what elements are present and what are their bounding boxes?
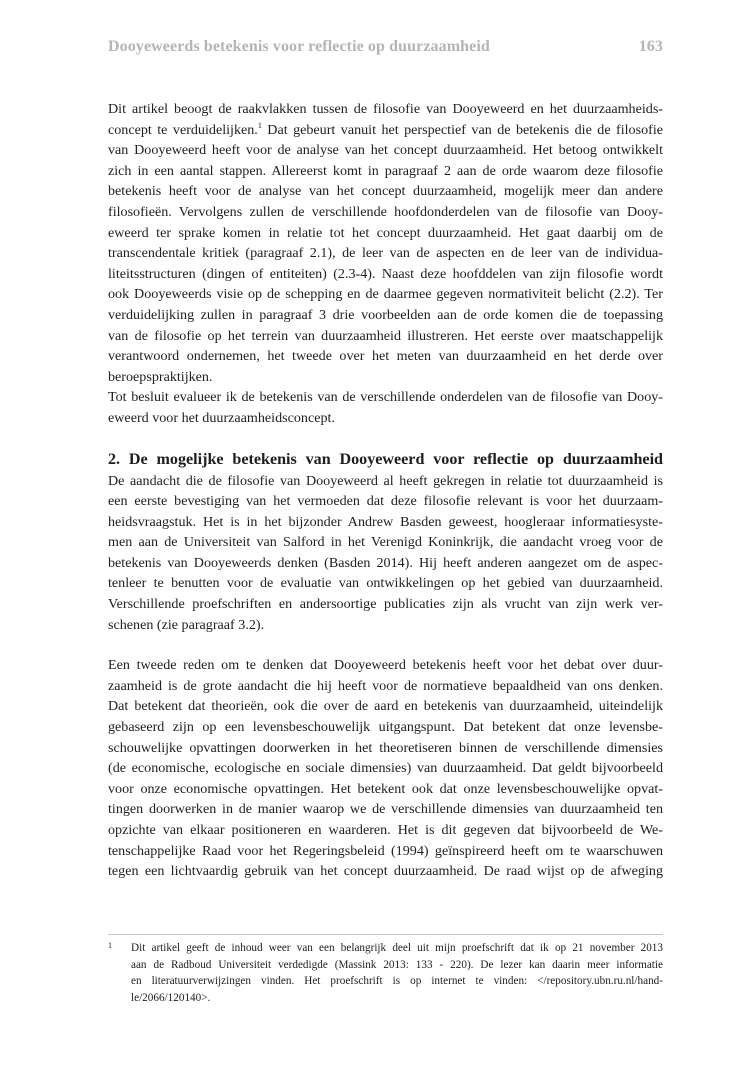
text-line: Dit artikel beoogt de raakvlakken tussen de filosofie van Dooyeweerd en het duurzaamheids-: [108, 101, 663, 117]
text-line: eweerd ter sprake komen in relatie tot het concept duurzaamheid. Het gaat daarbij om de: [108, 224, 663, 241]
text-line: liteitsstructuren (dingen of entiteiten) (2.3-4). Naast deze hoofddelen van zijn filosofie wordt: [108, 265, 663, 282]
text-line: heidsvraagstuk. Het is in het bijzonder Andrew Basden geweest, hoogleraar informatiesyste-: [108, 513, 663, 530]
running-head: [108, 38, 663, 62]
text-line: transcendentale kritiek (paragraaf 2.1), de leer van de aspecten en de leer van de individua-: [108, 245, 663, 262]
text-line: beroepspraktijken.: [108, 368, 213, 385]
text-line: zaamheid is de grote aandacht die hij heeft voor de normatieve bepaaldheid van ons denken.: [108, 677, 663, 694]
footnote-line: en literatuurverwijzingen vinden. Het proefschrift is op internet te vinden: </repository.ubn.ru.nl/hand-: [131, 975, 663, 988]
text-line: De aandacht die de filosofie van Dooyeweerd al heeft gekregen in relatie tot duurzaamheid is: [108, 472, 663, 489]
text-line: Tot besluit evalueer ik de betekenis van de verschillende onderdelen van de filosofie van Dooy-: [108, 389, 663, 406]
footnote: [108, 940, 663, 1006]
text-line: schouwelijke opvattingen doorwerken in het theoretiseren binnen de verschillende dimensies: [108, 739, 663, 756]
footnote-line: aan de Radboud Universiteit verdedigde (Massink 2013: 133 - 220). De lezer kan daarin meer informatie: [131, 958, 663, 971]
text-line: van de filosofie op het terrein van duurzaamheid illustreren. Het eerste over maatschappelijk: [108, 327, 663, 344]
text-line: Dat betekent dat theorieën, ook die over de aard en betekenis van duurzaamheid, uiteindelijk: [108, 698, 663, 715]
footnote-marker: 1: [108, 941, 112, 950]
spacer: [108, 429, 663, 448]
text-line: voor onze economische opvattingen. Het betekent ook dat onze levensbeschouwelijke opvat-: [108, 780, 663, 797]
text-line: schenen (zie paragraaf 3.2).: [108, 616, 265, 633]
footnote-divider: [108, 934, 663, 935]
text-line: verantwoord ondernemen, het tweede over het meten van duurzaamheid en het derde over: [108, 348, 663, 365]
footnote-line: le/2066/120140>.: [131, 991, 211, 1004]
section-heading: 2. De mogelijke betekenis van Dooyeweerd voor reflectie op duurzaamheid: [108, 450, 663, 468]
text-line: verduidelijking zullen in paragraaf 3 drie voorbeelden aan de orde komen die de toepassing: [108, 306, 663, 323]
running-title: Dooyeweerds betekenis voor reflectie op duurzaamheid: [108, 38, 490, 55]
text-line: tegen een lichtvaardig gebruik van het concept duurzaamheid. De raad wijst op de afweging: [108, 863, 663, 880]
text-line: filosofieën. Vervolgens zullen de verschillende hoofdonderdelen van de filosofie van Dooy-: [108, 203, 663, 220]
text-segment: Dat gebeurt vanuit het perspectief van de betekenis die de filosofie: [261, 121, 664, 138]
section-paragraph-1: [108, 471, 663, 636]
text-line: van Dooyeweerd heeft voor de analyse van het concept duurzaamheid. Het betoog ontwikkelt: [108, 142, 663, 159]
text-line: eweerd voor het duurzaamheidsconcept.: [108, 409, 335, 426]
text-line: betekenis van Dooyeweerds denken (Basden 2014). Hij heeft anderen aangezet om de aspec-: [108, 554, 663, 571]
main-body: [108, 99, 663, 882]
text-line: (de economische, ecologische en sociale dimensies) van duurzaamheid. Dat geldt bijvoorbeeld: [108, 760, 663, 777]
text-line: tingen doorwerken in de manier waarop we de verschillende dimensies van duurzaamheid ten: [108, 801, 663, 818]
text-line: betekenis heeft voor de analyse van het concept duurzaamheid, mogelijk meer dan andere: [108, 183, 663, 200]
text-line: gebaseerd zijn op een levensbeschouwelijk uitgangspunt. Dat betekent dat onze levensbe-: [108, 719, 663, 736]
footnote-reference[interactable]: 1: [257, 120, 262, 130]
footnote-text: [131, 940, 663, 1006]
text-line: Een tweede reden om te denken dat Dooyeweerd betekenis heeft voor het debat over duur-: [108, 657, 663, 674]
text-line: [108, 120, 663, 141]
text-line: opzichte van elkaar positioneren en waarderen. Het is dit gegeven dat bijvoorbeeld de We-: [108, 822, 663, 838]
text-line: tenschappelijke Raad voor het Regeringsbeleid (1994) geïnspireerd heeft om te waarschuwen: [108, 842, 663, 859]
intro-paragraph: [108, 99, 663, 429]
text-line: een eerste bevestiging van het vermoeden dat deze filosofie relevant is voor het duurzaam-: [108, 493, 663, 510]
spacer: [108, 635, 663, 655]
section-paragraph-2: [108, 655, 663, 882]
text-line: zich in een aantal stappen. Allereerst komt in paragraaf 2 aan de orde waarom deze filosofie: [108, 162, 663, 179]
text-segment: concept te verduidelijken.: [108, 121, 258, 138]
text-line: tenleer te benutten voor de evaluatie van ontwikkelingen op het gebied van duurzaamheid.: [108, 575, 663, 592]
page-number: 163: [638, 38, 663, 55]
text-line: men aan de Universiteit van Salford in het Verenigd Koninkrijk, die aandacht vroeg voor de: [108, 534, 663, 551]
text-line: Verschillende proefschriften en andersoortige publicaties zijn als vrucht van zijn werk ver-: [108, 596, 663, 613]
text-line: ook Dooyeweerds visie op de schepping en de daarmee gegeven normativiteit belicht (2.2). Ter: [108, 286, 663, 303]
footnote-line: Dit artikel geeft de inhoud weer van een belangrijk deel uit mijn proefschrift dat ik op 21 november 2013: [131, 942, 663, 954]
